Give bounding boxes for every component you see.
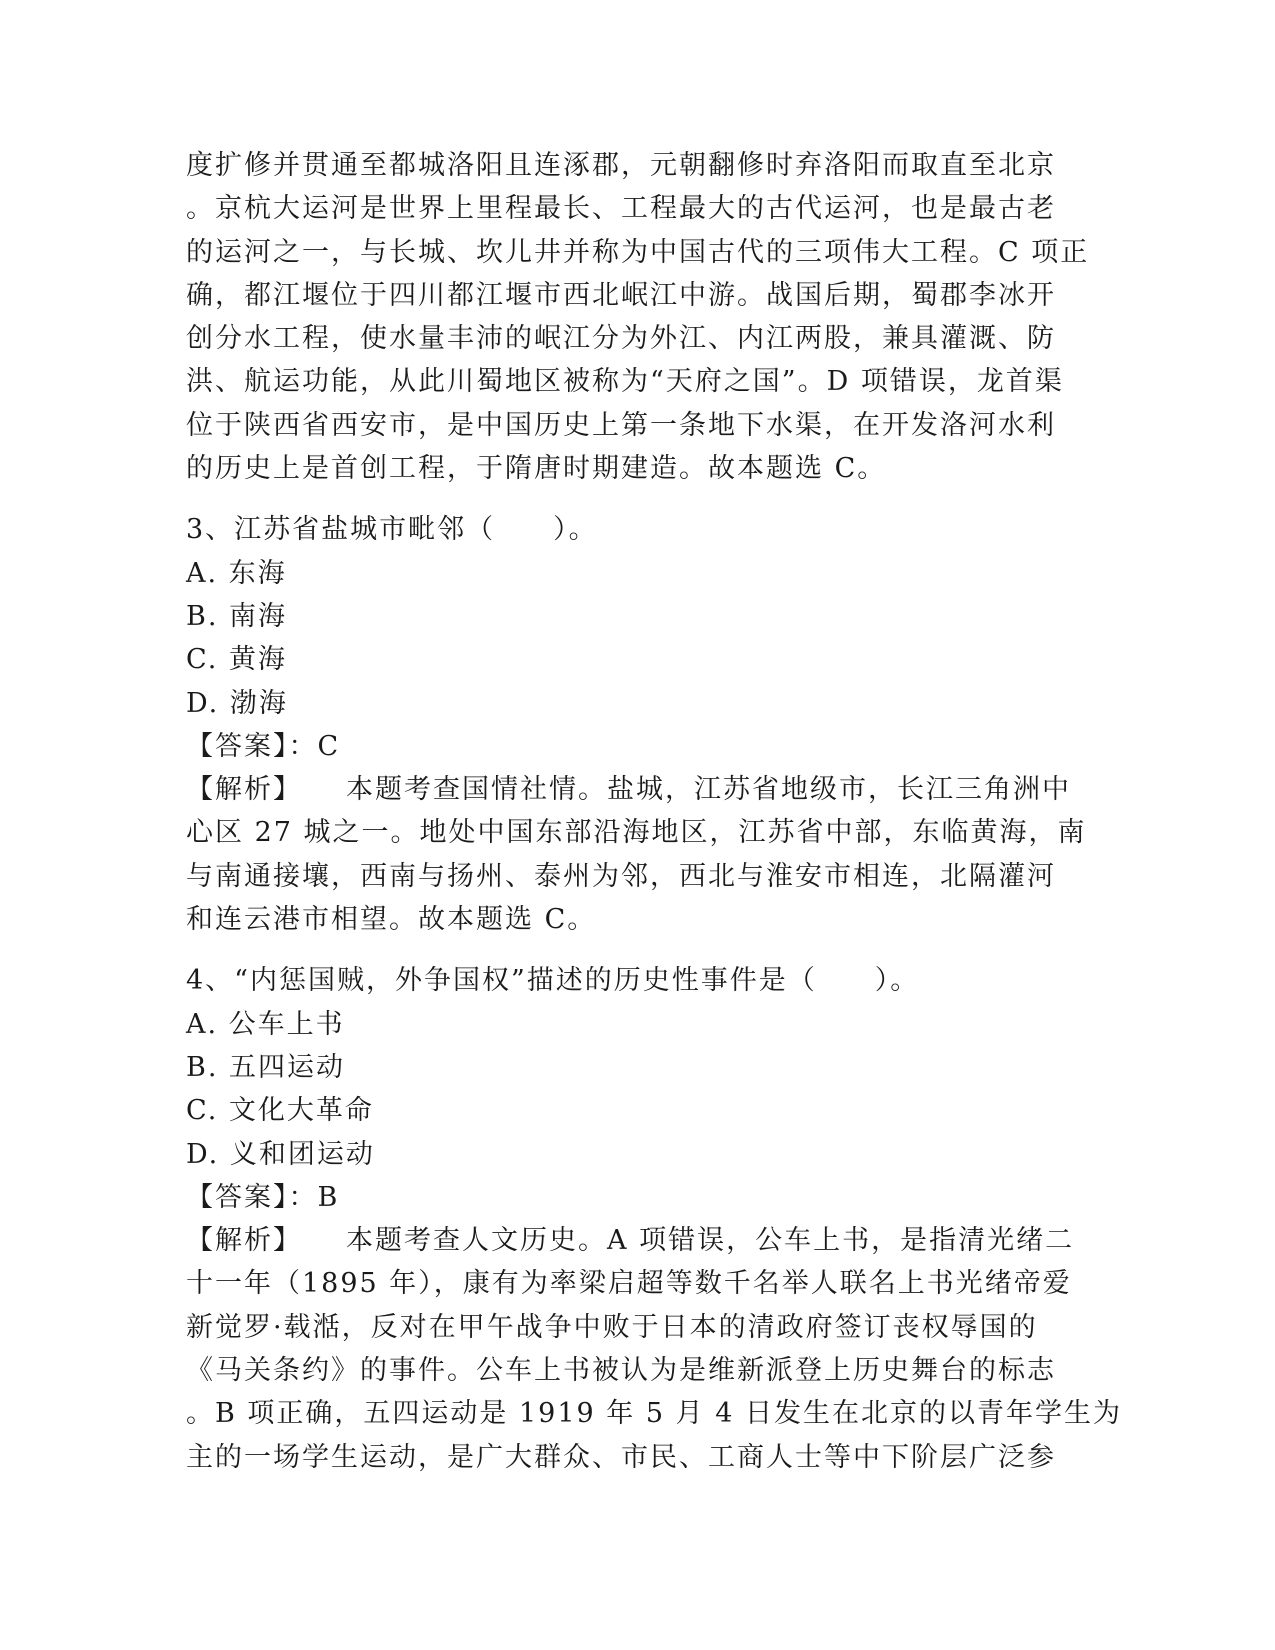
answer-value: B (317, 1181, 340, 1213)
text-line: 洪、航运功能，从此川蜀地区被称为“天府之国”。D 项错误，龙首渠 (186, 366, 1064, 398)
text-line: 十一年（1895 年），康有为率梁启超等数千名举人联名上书光绪帝爱 (186, 1268, 1072, 1300)
analysis-first-line (186, 1219, 1086, 1262)
option-c: C. 文化大革命 (186, 1095, 374, 1127)
option-d: D. 义和团运动 (186, 1138, 375, 1170)
analysis (186, 1219, 1122, 1479)
analysis-label: 【解析】 (186, 1225, 302, 1257)
text-line: 确，都江堰位于四川都江堰市西北岷江中游。战国后期，蜀郡李冰开 (186, 279, 1056, 311)
text-line: 创分水工程，使水量丰沛的岷江分为外江、内江两股，兼具灌溉、防 (186, 323, 1056, 355)
text-line: 本题考查国情社情。盐城，江苏省地级市，长江三角洲中 (346, 774, 1071, 806)
option-c: C. 黄海 (186, 644, 287, 676)
analysis-label: 【解析】 (186, 774, 302, 806)
option-a: A. 东海 (186, 557, 287, 589)
option-d: D. 渤海 (186, 687, 288, 719)
previous-analysis-continuation (186, 144, 1090, 490)
question-title: 3、江苏省盐城市毗邻（ ）。 (186, 514, 598, 546)
analysis-first-line (186, 768, 1086, 811)
text-line: 。京杭大运河是世界上里程最长、工程最大的古代运河，也是最古老 (186, 193, 1056, 225)
text-line: 度扩修并贯通至都城洛阳且连涿郡，元朝翻修时弃洛阳而取直至北京 (186, 150, 1056, 181)
answer-line (186, 725, 1086, 768)
text-line: 。B 项正确，五四运动是 1919 年 5 月 4 日发生在北京的以青年学生为 (186, 1398, 1122, 1430)
answer-label: 【答案】： (186, 1181, 318, 1213)
text-line: 位于陕西省西安市，是中国历史上第一条地下水渠，在开发洛河水利 (186, 409, 1056, 441)
text-line: 《马关条约》的事件。公车上书被认为是维新派登上历史舞台的标志 (186, 1355, 1056, 1387)
text-line: 本题考查人文历史。A 项错误，公车上书，是指清光绪二 (346, 1225, 1075, 1257)
question-title: 4、“内惩国贼，外争国权”描述的历史性事件是（ ）。 (186, 965, 920, 997)
text-line: 和连云港市相望。故本题选 C。 (186, 904, 597, 936)
text-line: 主的一场学生运动，是广大群众、市民、工商人士等中下阶层广泛参 (186, 1441, 1056, 1473)
option-b: B. 五四运动 (186, 1051, 346, 1083)
text-line: 与南通接壤，西南与扬州、泰州为邻，西北与淮安市相连，北隔灌河 (186, 860, 1056, 892)
text-line: 的运河之一，与长城、坎儿井并称为中国古代的三项伟大工程。C 项正 (186, 236, 1090, 268)
option-a: A. 公车上书 (186, 1008, 345, 1040)
text-line: 的历史上是首创工程，于隋唐时期建造。故本题选 C。 (186, 453, 887, 485)
text-line: 新觉罗·载湉，反对在甲午战争中败于日本的清政府签订丧权辱国的 (186, 1311, 1038, 1343)
option-b: B. 南海 (186, 600, 288, 632)
text-line: 心区 27 城之一。地处中国东部沿海地区，江苏省中部，东临黄海，南 (186, 817, 1087, 849)
answer-line (186, 1176, 1086, 1219)
answer-value: C (317, 730, 341, 762)
question-3 (186, 508, 1086, 941)
answer-label: 【答案】： (186, 730, 318, 762)
question-4 (186, 959, 1122, 1479)
analysis (186, 768, 1086, 941)
document-page (186, 144, 1122, 1479)
